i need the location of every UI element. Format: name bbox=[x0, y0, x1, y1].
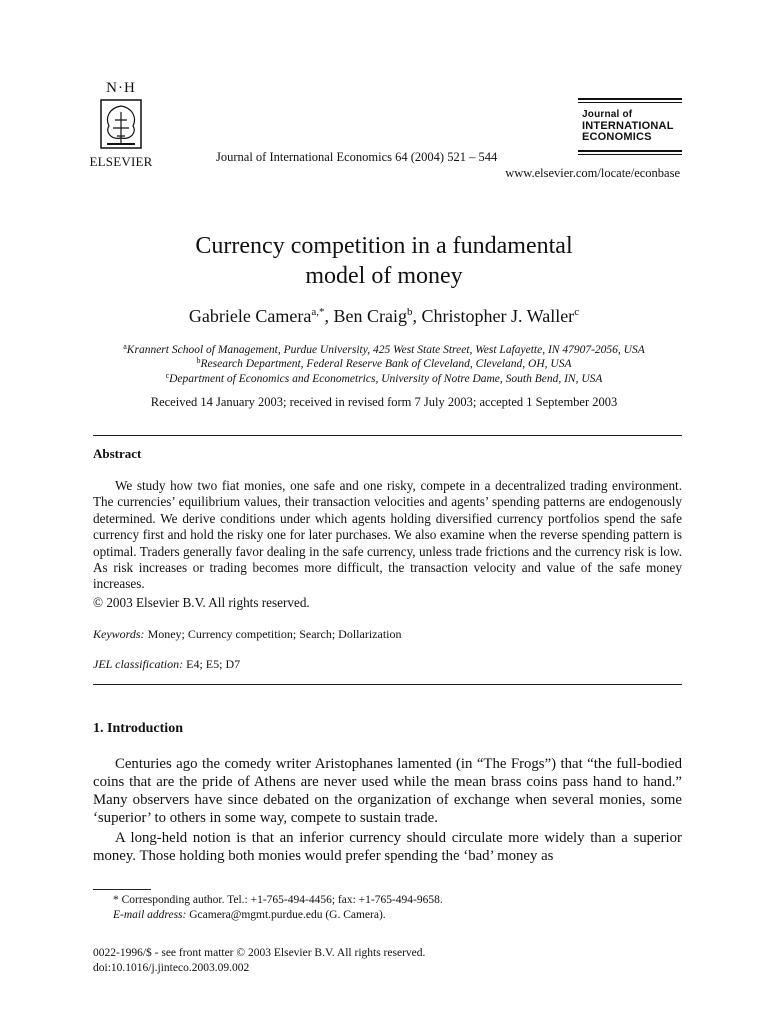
keywords bbox=[93, 627, 402, 642]
doi-line[interactable]: doi:10.1016/j.jinteco.2003.09.002 bbox=[93, 962, 250, 974]
footnote-email bbox=[93, 909, 386, 921]
abstract-top-rule bbox=[93, 435, 682, 436]
badge-line-2: INTERNATIONAL bbox=[582, 119, 674, 132]
received-dates: Received 14 January 2003; received in revised form 7 July 2003; accepted 1 September 2003 bbox=[150, 395, 618, 409]
publisher-mark: N·H bbox=[106, 80, 136, 96]
abstract-copyright: © 2003 Elsevier B.V. All rights reserved. bbox=[93, 595, 310, 610]
author-affiliation-mark: c bbox=[574, 306, 580, 318]
journal-badge bbox=[578, 98, 682, 155]
keywords-label: Keywords: bbox=[93, 627, 145, 641]
badge-line-1: Journal of bbox=[582, 109, 633, 120]
affiliation bbox=[0, 356, 768, 370]
affiliation-mark: b bbox=[196, 356, 201, 365]
author-name: Gabriele Camera bbox=[188, 306, 312, 326]
badge-bottom-rule bbox=[578, 150, 682, 152]
journal-url[interactable]: www.elsevier.com/locate/econbase bbox=[505, 166, 680, 180]
footnote-corresponding: * Corresponding author. Tel.: +1-765-494-4456; fax: +1-765-494-9658. bbox=[113, 894, 443, 906]
affiliation bbox=[0, 371, 768, 385]
jel-value: E4; E5; D7 bbox=[186, 657, 241, 671]
author-separator: , bbox=[324, 306, 334, 326]
affiliation-text: Department of Economics and Econometrics, University of Notre Dame, South Bend, IN, USA bbox=[169, 373, 603, 385]
issn-line: 0022-1996/$ - see front matter © 2003 Elsevier B.V. All rights reserved. bbox=[93, 947, 426, 959]
body-paragraph: Centuries ago the comedy writer Aristophanes lamented (in “The Frogs”) that “the full-bodied coins that are the pride of Athens are never used while the mean brass coins pass hand to hand.” Many observers have since debated on the organization of exchange when several monies, some ‘superior’ to others in some way, compete to sustain trade. bbox=[93, 756, 682, 826]
abstract-text: We study how two fiat monies, one safe and one risky, compete in a decentralized trading environment. The currencies’ equilibrium values, their transaction velocities and agents’ spending patterns are endogenously determined. We derive conditions under which agents holding diversified currency portfolios spend the safe currency first and hold the risky one for later purchases. We also examine when the reverse spending pattern is optimal. Traders generally favor dealing in the safe currency, unless trade frictions and the currency risk is low. As risk increases or trading becomes more difficult, the transaction velocity and value of the safe money increases. bbox=[93, 478, 682, 592]
title-line-2: model of money bbox=[305, 263, 463, 289]
section-heading: 1. Introduction bbox=[93, 721, 183, 736]
badge-top-rule bbox=[578, 98, 682, 100]
keywords-value: Money; Currency competition; Search; Dollarization bbox=[147, 627, 402, 641]
affiliation bbox=[0, 342, 768, 356]
jel-label: JEL classification: bbox=[93, 657, 184, 671]
author-name: Ben Craig bbox=[333, 306, 407, 326]
author-affiliation-mark: b bbox=[406, 306, 413, 318]
author-separator: , bbox=[412, 306, 422, 326]
author-affiliation-mark: a,* bbox=[311, 306, 325, 318]
badge-name bbox=[582, 109, 682, 144]
author-list bbox=[0, 306, 768, 327]
email-label: E-mail address: bbox=[113, 909, 187, 921]
author-name: Christopher J. Waller bbox=[421, 306, 575, 326]
publisher-name: ELSEVIER bbox=[89, 154, 153, 169]
publisher-logo bbox=[88, 80, 154, 170]
title-line-1: Currency competition in a fundamental bbox=[195, 233, 573, 259]
elsevier-tree-icon bbox=[95, 98, 147, 152]
footnote-rule bbox=[93, 889, 151, 890]
badge-top-rule-thin bbox=[578, 102, 682, 103]
email-value[interactable]: Gcamera@mgmt.purdue.edu (G. Camera). bbox=[189, 909, 386, 921]
abstract-heading: Abstract bbox=[93, 446, 142, 461]
affiliation-mark: c bbox=[165, 371, 170, 380]
badge-line-3: ECONOMICS bbox=[582, 131, 652, 143]
affiliation-mark: a bbox=[123, 342, 127, 351]
badge-bottom-rule-thin bbox=[578, 154, 682, 155]
journal-citation: Journal of International Economics 64 (2004) 521 – 544 bbox=[216, 150, 498, 164]
body-paragraph: A long-held notion is that an inferior currency should circulate more widely than a superior money. Those holding both monies would prefer spending the ‘bad’ money as bbox=[93, 830, 682, 864]
paper-title bbox=[0, 231, 768, 291]
jel-classification bbox=[93, 657, 240, 672]
abstract-bottom-rule bbox=[93, 684, 682, 685]
affiliation-text: Research Department, Federal Reserve Bank of Cleveland, Cleveland, OH, USA bbox=[200, 358, 572, 370]
affiliation-text: Krannert School of Management, Purdue University, 425 West State Street, West Lafayette, IN 47907-2056, USA bbox=[126, 344, 645, 356]
